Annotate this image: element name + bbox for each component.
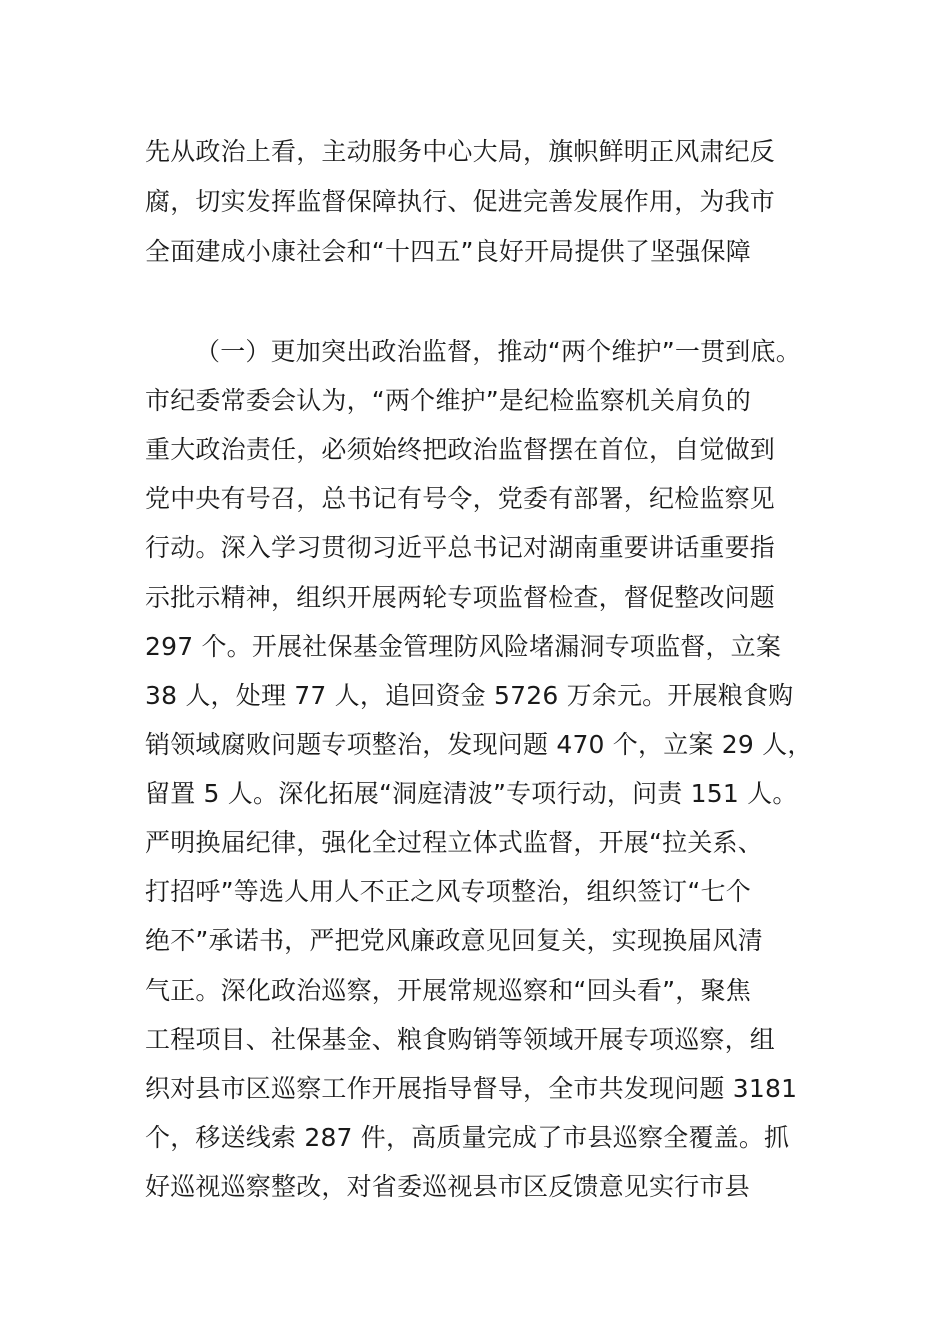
paragraph-line: 气正。深化政治巡察，开展常规巡察和“回头看”，聚焦 (145, 976, 751, 1005)
intro-line-1: 先从政治上看，主动服务中心大局，旗帜鲜明正风肃纪反 (145, 137, 776, 166)
paragraph-line: 行动。深入学习贯彻习近平总书记对湖南重要讲话重要指 (145, 533, 776, 562)
intro-line-3: 全面建成小康社会和“十四五”良好开局提供了坚强保障 (145, 237, 751, 266)
paragraph-line: 重大政治责任，必须始终把政治监督摆在首位，自觉做到 (145, 435, 776, 464)
paragraph-line: 党中央有号召，总书记有号令，党委有部署，纪检监察见 (145, 484, 776, 513)
paragraph-line: 绝不”承诺书，严把党风廉政意见回复关，实现换届风清 (145, 926, 763, 955)
paragraph-line: 工程项目、社保基金、粮食购销等领域开展专项巡察，组 (145, 1025, 776, 1054)
paragraph-line: 销领域腐败问题专项整治，发现问题 470 个，立案 29 人， (145, 730, 813, 759)
intro-line-2: 腐，切实发挥监督保障执行、促进完善发展作用，为我市 (145, 187, 776, 216)
paragraph-line: 个，移送线索 287 件，高质量完成了市县巡察全覆盖。抓 (145, 1123, 790, 1152)
paragraph-line: 市纪委常委会认为，“两个维护”是纪检监察机关肩负的 (145, 386, 751, 415)
paragraph-line: 38 人，处理 77 人，追回资金 5726 万余元。开展粮食购 (145, 681, 794, 710)
paragraph-line: 打招呼”等选人用人不正之风专项整治，组织签订“七个 (145, 877, 751, 906)
paragraph-line: 示批示精神，组织开展两轮专项监督检查，督促整改问题 (145, 583, 776, 612)
paragraph-line: 留置 5 人。深化拓展“洞庭清波”专项行动，问责 151 人。 (145, 779, 798, 808)
paragraph-line: 297 个。开展社保基金管理防风险堵漏洞专项监督，立案 (145, 632, 782, 661)
paragraph-line: 严明换届纪律，强化全过程立体式监督，开展“拉关系、 (145, 828, 763, 857)
paragraph-line: 织对县市区巡察工作开展指导督导，全市共发现问题 3181 (145, 1074, 798, 1103)
paragraph-line: 好巡视巡察整改，对省委巡视县市区反馈意见实行市县 (145, 1172, 750, 1201)
section-heading: （一）更加突出政治监督，推动“两个维护”一贯到底。 (195, 337, 801, 366)
